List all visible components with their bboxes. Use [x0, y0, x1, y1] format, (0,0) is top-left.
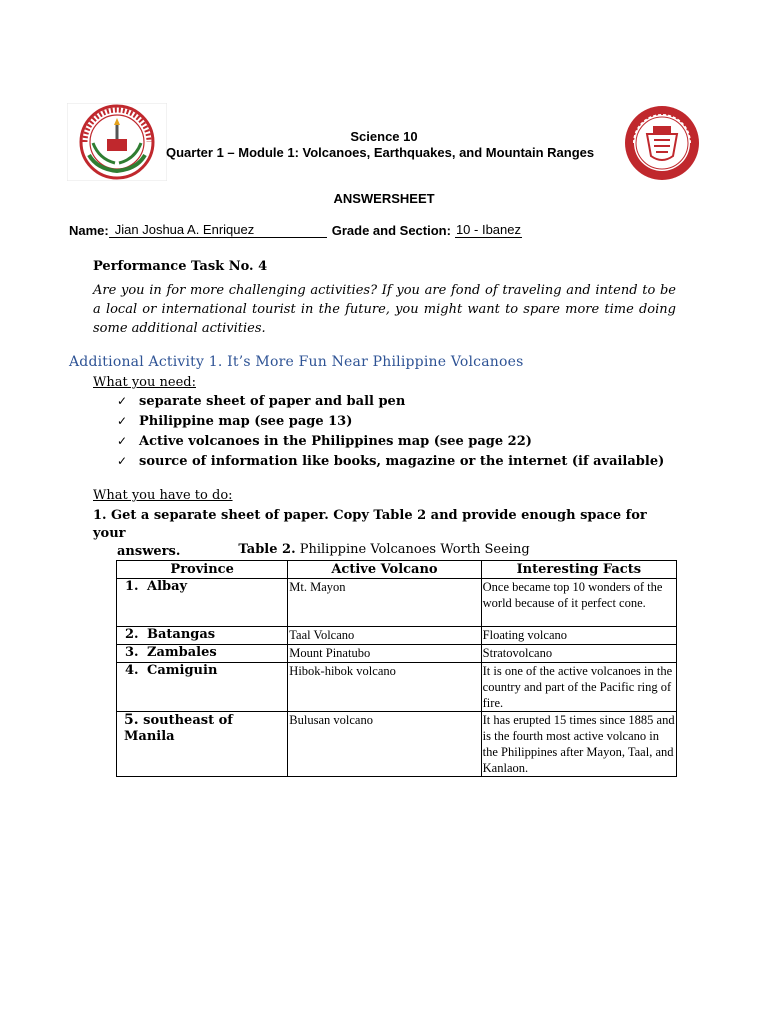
activity-title: Additional Activity 1. It’s More Fun Near Philippine Volcanoes — [69, 354, 524, 370]
row-number: 2. — [125, 627, 139, 642]
what-to-do-heading: What you have to do: — [93, 488, 233, 503]
province-text: Albay — [147, 579, 188, 594]
answersheet-title: ANSWERSHEET — [333, 191, 435, 206]
list-item — [117, 451, 664, 471]
checkmark-icon: ✓ — [117, 394, 128, 408]
row-number: 5. — [124, 712, 139, 728]
table-caption-text: Philippine Volcanoes Worth Seeing — [295, 542, 530, 557]
list-item — [117, 411, 664, 431]
column-header-volcano: Active Volcano — [288, 561, 481, 579]
table-row — [117, 663, 677, 712]
column-header-province: Province — [117, 561, 288, 579]
step-text-line1: Get a separate sheet of paper. Copy Table 2 and provide enough space for your — [93, 508, 647, 541]
needs-item-text: separate sheet of paper and ball pen — [139, 394, 406, 409]
needs-item-text: source of information like books, magazine or the internet (if available) — [139, 454, 665, 469]
table-row — [117, 712, 677, 777]
province-cell[interactable] — [117, 627, 288, 645]
fact-cell[interactable]: It is one of the active volcanoes in the country and part of the Pacific ring of fire. — [481, 663, 676, 712]
volcano-cell[interactable]: Mt. Mayon — [288, 579, 481, 627]
step-number: 1. — [93, 508, 107, 523]
volcano-cell[interactable]: Mount Pinatubo — [288, 645, 481, 663]
checkmark-icon: ✓ — [117, 414, 128, 428]
list-item — [117, 431, 664, 451]
province-cell[interactable] — [117, 663, 288, 712]
volcano-cell[interactable]: Bulusan volcano — [288, 712, 481, 777]
grade-section-field[interactable]: 10 - Ibanez — [455, 222, 521, 237]
fact-cell[interactable]: It has erupted 15 times since 1885 and is the fourth most active volcano in the Philippines after Mayon, Taal, and Kanlaon. — [482, 713, 675, 775]
subject-title: Science 10 — [350, 129, 418, 144]
student-info-row — [69, 222, 522, 238]
table-row — [117, 627, 677, 645]
province-text: Zambales — [147, 645, 217, 660]
fact-cell[interactable]: Once became top 10 wonders of the world because of it perfect cone. — [481, 579, 676, 627]
fact-cell[interactable]: Floating volcano — [481, 627, 676, 645]
row-number: 1. — [125, 579, 139, 594]
fact-cell[interactable]: Stratovolcano — [481, 645, 676, 663]
table-header-row — [117, 561, 677, 579]
performance-task-description: Are you in for more challenging activities? If you are fond of traveling and intend to be a local or international tourist in the future, you might want to spare more time doing some additional activities. — [93, 283, 676, 336]
step-text-line2: answers. — [117, 544, 181, 559]
volcano-table — [116, 560, 677, 777]
row-number: 4. — [125, 663, 139, 678]
table-caption-label: Table 2. — [238, 542, 296, 557]
row-number: 3. — [125, 645, 139, 660]
list-item — [117, 391, 664, 411]
name-field[interactable]: Jian Joshua A. Enriquez — [109, 222, 327, 238]
table-caption — [0, 542, 768, 557]
name-label: Name: — [69, 223, 109, 238]
volcano-cell[interactable]: Hibok-hibok volcano — [288, 663, 481, 712]
province-text: southeast of Manila — [124, 713, 233, 744]
province-cell[interactable] — [117, 645, 288, 663]
column-header-facts: Interesting Facts — [481, 561, 676, 579]
grade-section-label: Grade and Section: — [331, 223, 451, 238]
province-cell[interactable] — [117, 579, 288, 627]
province-text: Batangas — [147, 627, 216, 642]
table-row — [117, 645, 677, 663]
table-row — [117, 579, 677, 627]
needs-list — [117, 391, 664, 471]
checkmark-icon: ✓ — [117, 434, 128, 448]
module-title: Quarter 1 – Module 1: Volcanoes, Earthquakes, and Mountain Ranges — [166, 145, 595, 160]
province-cell[interactable] — [117, 712, 288, 777]
volcano-cell[interactable]: Taal Volcano — [288, 627, 481, 645]
needs-item-text: Philippine map (see page 13) — [139, 414, 353, 429]
checkmark-icon: ✓ — [117, 454, 128, 468]
what-you-need-heading: What you need: — [93, 375, 196, 390]
province-text: Camiguin — [147, 663, 218, 678]
needs-item-text: Active volcanoes in the Philippines map (see page 22) — [139, 434, 532, 449]
performance-task-title: Performance Task No. 4 — [93, 259, 268, 274]
